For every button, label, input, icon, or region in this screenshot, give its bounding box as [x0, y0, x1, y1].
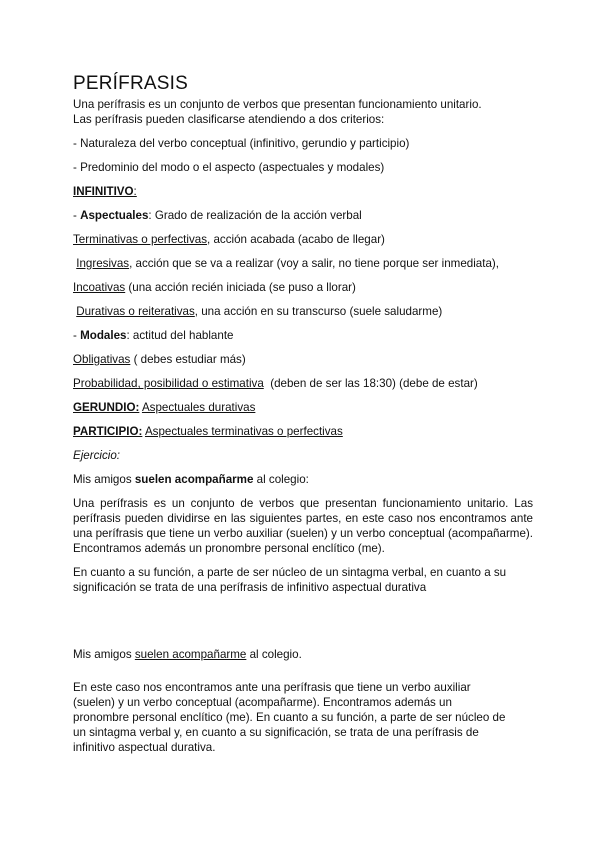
second-sentence	[73, 647, 533, 662]
aspectuales-desc: : Grado de realización de la acción verbal	[148, 209, 362, 222]
document-page	[73, 72, 533, 755]
durativas-term: Durativas o reiterativas	[76, 305, 195, 318]
obligativas-term: Obligativas	[73, 353, 131, 366]
intro-line-2: Las perífrasis pueden clasificarse atendiendo a dos criterios:	[73, 113, 385, 126]
aspectuales-label: Aspectuales	[80, 209, 149, 222]
terminativas-line	[73, 232, 533, 247]
gerundio-line	[73, 400, 533, 415]
obligativas-line	[73, 352, 533, 367]
intro-paragraph	[73, 97, 533, 127]
obligativas-desc: ( debes estudiar más)	[130, 353, 246, 366]
ejercicio-label: Ejercicio:	[73, 449, 121, 462]
second-paragraph-line-2: (suelen) y un verbo conceptual (acompañarme). Encontramos además un	[73, 696, 452, 709]
criterion-2: - Predominio del modo o el aspecto (aspectuales y modales)	[73, 161, 385, 174]
ejercicio-paragraph-2: En cuanto a su función, a parte de ser núcleo de un sintagma verbal, en cuanto a su significación se trata de una perífrasis de infinitivo aspectual durativa	[73, 566, 507, 594]
ejercicio-sentence-bold: suelen acompañarme	[134, 473, 254, 486]
probabilidad-desc: (deben de ser las 18:30) (debe de estar)	[263, 377, 478, 390]
document-title: PERÍFRASIS	[73, 73, 188, 94]
aspectuales-dash: -	[73, 209, 81, 222]
probabilidad-term: Probabilidad, posibilidad o estimativa	[73, 377, 264, 390]
intro-line-1: Una perífrasis es un conjunto de verbos que presentan funcionamiento unitario.	[73, 98, 482, 111]
modales-desc: : actitud del hablante	[126, 329, 234, 342]
participio-heading: PARTICIPIO:	[73, 425, 143, 438]
terminativas-term: Terminativas o perfectivas	[73, 233, 208, 246]
ingresivas-term: Ingresivas	[76, 257, 130, 270]
probabilidad-line	[73, 376, 533, 391]
modales-label: Modales	[80, 329, 127, 342]
participio-line	[73, 424, 533, 439]
aspectuales-line	[73, 208, 533, 223]
durativas-desc: , una acción en su transcurso (suele saludarme)	[194, 305, 443, 318]
ejercicio-sentence	[73, 472, 533, 487]
modales-line	[73, 328, 533, 343]
durativas-line	[73, 304, 533, 319]
ingresivas-desc: , acción que se va a realizar (voy a salir, no tiene porque ser inmediata),	[129, 257, 499, 270]
criterion-1: - Naturaleza del verbo conceptual (infinitivo, gerundio y participio)	[73, 137, 410, 150]
participio-desc: Aspectuales terminativas o perfectivas	[144, 425, 343, 438]
ejercicio-paragraph-1: Una perífrasis es un conjunto de verbos que presentan funcionamiento unitario. Las perífrasis pueden dividirse en las siguientes partes, en este caso nos encontramos ante una perífrasis que tiene un verbo auxiliar (suelen) y un verbo conceptual (acompañarme). Encontramos además un pronombre personal enclítico (me).	[73, 497, 533, 555]
second-paragraph	[73, 680, 533, 755]
ejercicio-sentence-pre: Mis amigos	[73, 473, 135, 486]
gerundio-desc: Aspectuales durativas	[141, 401, 256, 414]
second-paragraph-line-5: infinitivo aspectual durativa.	[73, 741, 216, 754]
gerundio-heading: GERUNDIO:	[73, 401, 140, 414]
terminativas-desc: , acción acabada (acabo de llegar)	[207, 233, 385, 246]
infinitivo-heading-colon: :	[133, 185, 137, 198]
incoativas-line	[73, 280, 533, 295]
ingresivas-line	[73, 256, 533, 271]
second-paragraph-line-3: pronombre personal enclítico (me). En cuanto a su función, a parte de ser núcleo de	[73, 711, 506, 724]
second-sentence-post: al colegio.	[246, 648, 302, 661]
incoativas-desc: (una acción recién iniciada (se puso a llorar)	[125, 281, 356, 294]
ejercicio-sentence-post: al colegio:	[253, 473, 309, 486]
incoativas-term: Incoativas	[73, 281, 126, 294]
infinitivo-heading-text: INFINITIVO	[73, 185, 134, 198]
second-paragraph-line-4: un sintagma verbal y, en cuanto a su significación, se trata de una perífrasis de	[73, 726, 479, 739]
infinitivo-heading	[73, 184, 533, 199]
second-paragraph-line-1: En este caso nos encontramos ante una perífrasis que tiene un verbo auxiliar	[73, 681, 471, 694]
second-sentence-pre: Mis amigos	[73, 648, 135, 661]
second-sentence-underlined: suelen acompañarme	[134, 648, 247, 661]
modales-dash: -	[73, 329, 81, 342]
